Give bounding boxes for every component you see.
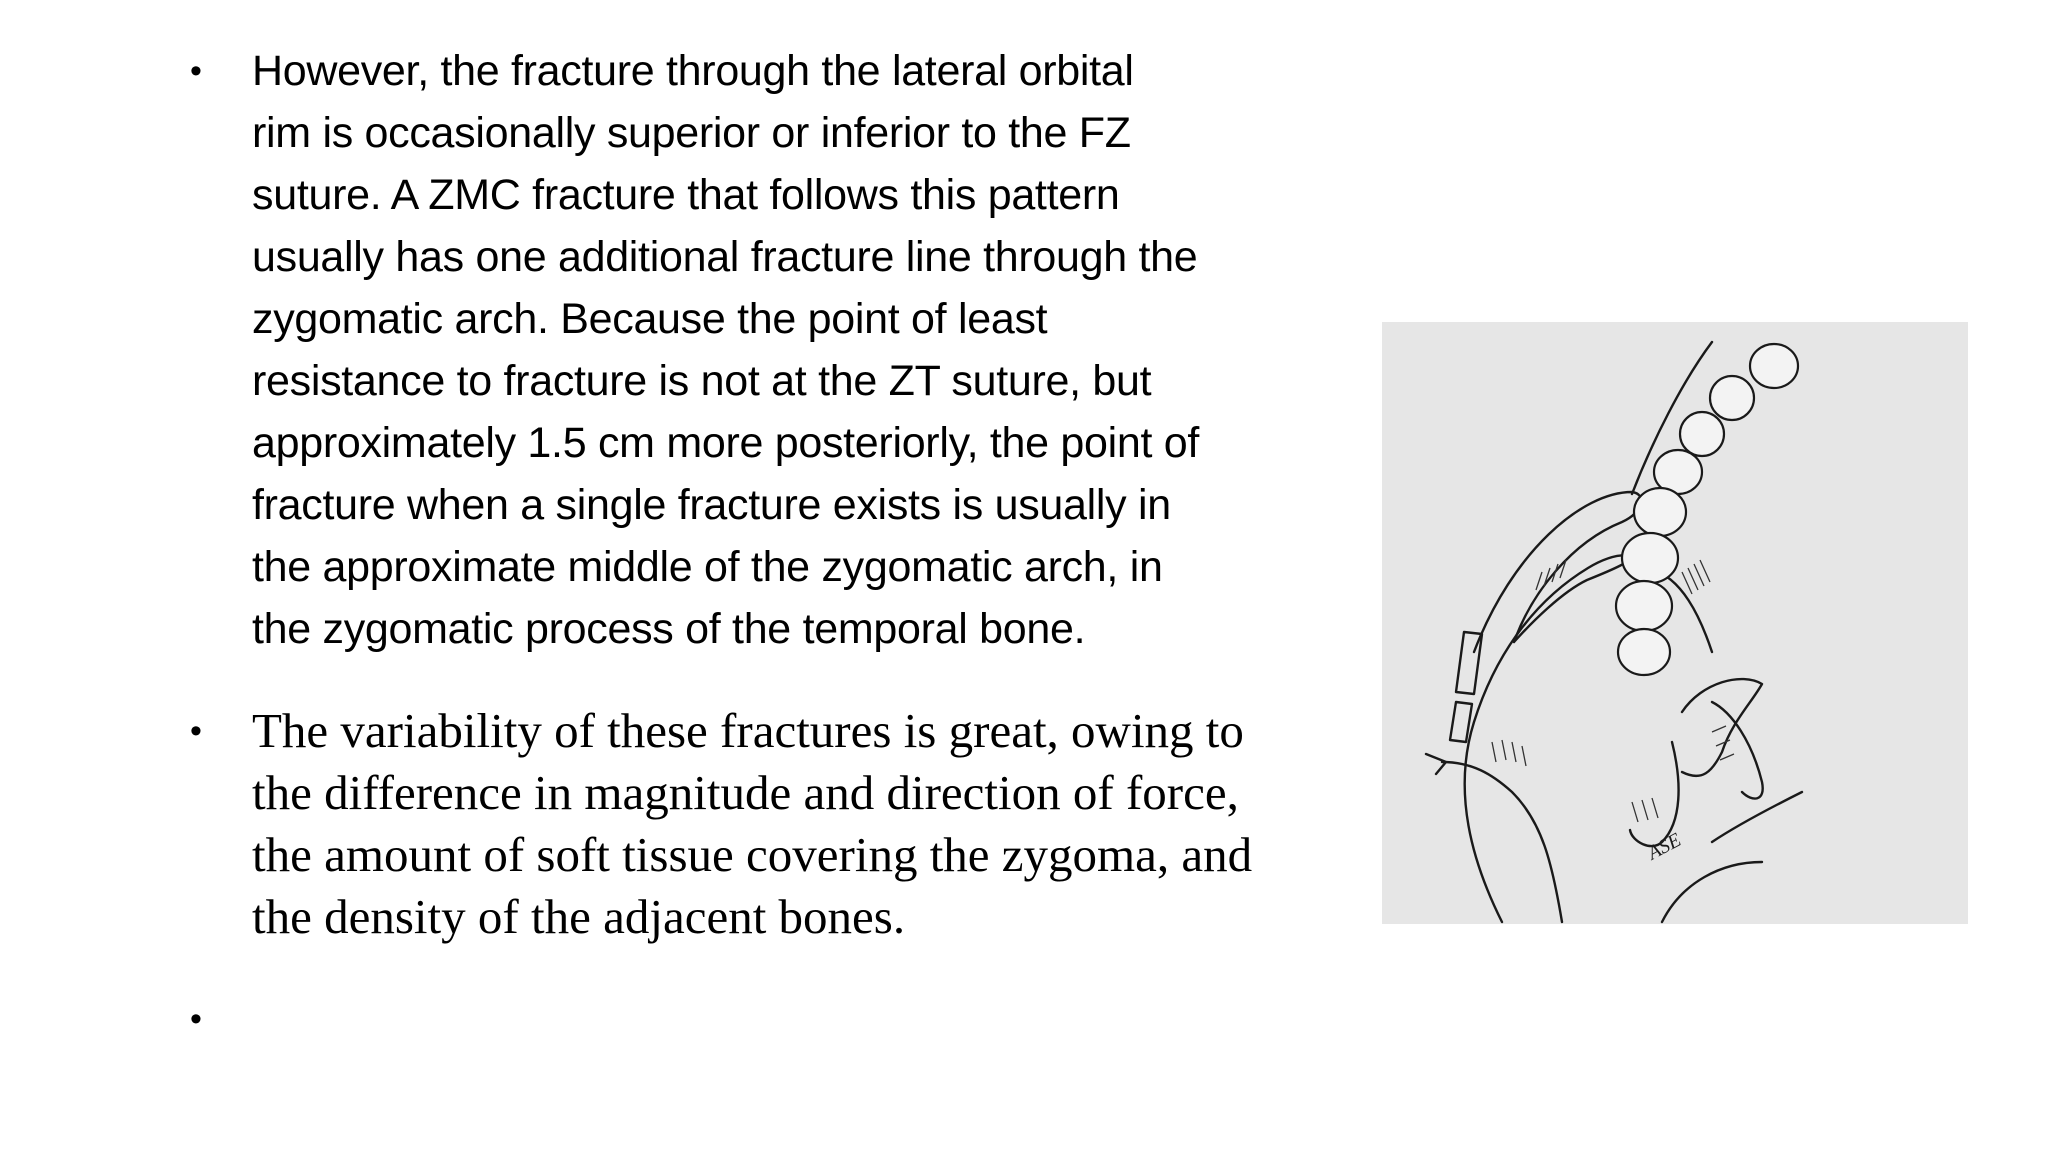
bullet-item-empty (190, 988, 1350, 1050)
bullet-list (190, 40, 1350, 1050)
tooth-canine (1680, 412, 1724, 456)
bullet-item (190, 40, 1350, 660)
tooth-molar-3 (1618, 629, 1670, 675)
bullet-text-fracture-location: However, the fracture through the lateral orbital rim is occasionally superior or inferior to the FZ suture. A ZMC fracture that follows this pattern usually has one additional fracture line through the zygomatic arch. Because the point of least resistance to fracture is not at the ZT suture, but approximately 1.5 cm more posteriorly, the point of fracture when a single fracture exists is usually in the approximate middle of the zygomatic arch, in the zygomatic process of the temporal bone. (252, 47, 1200, 653)
bullet-item (190, 700, 1350, 948)
skull-drawing-svg (1382, 322, 1968, 924)
bullet-dot-icon: • (190, 1000, 202, 1038)
tooth-premolar-2 (1634, 488, 1686, 536)
zygoma-fracture-illustration (1382, 322, 1968, 924)
tooth-incisor-2 (1710, 376, 1754, 420)
artist-signature: ASE (1644, 828, 1685, 865)
bullet-text-variability: The variability of these fractures is great, owing to the difference in magnitude and direction of force, the amount of soft tissue covering the zygoma, and the density of the adjacent bones. (252, 703, 1253, 944)
bullet-dot-icon: • (190, 712, 202, 750)
tooth-molar-1 (1622, 533, 1678, 583)
bullet-dot-icon: • (190, 52, 202, 90)
tooth-incisor-1 (1750, 344, 1798, 388)
tooth-molar-2 (1616, 581, 1672, 631)
